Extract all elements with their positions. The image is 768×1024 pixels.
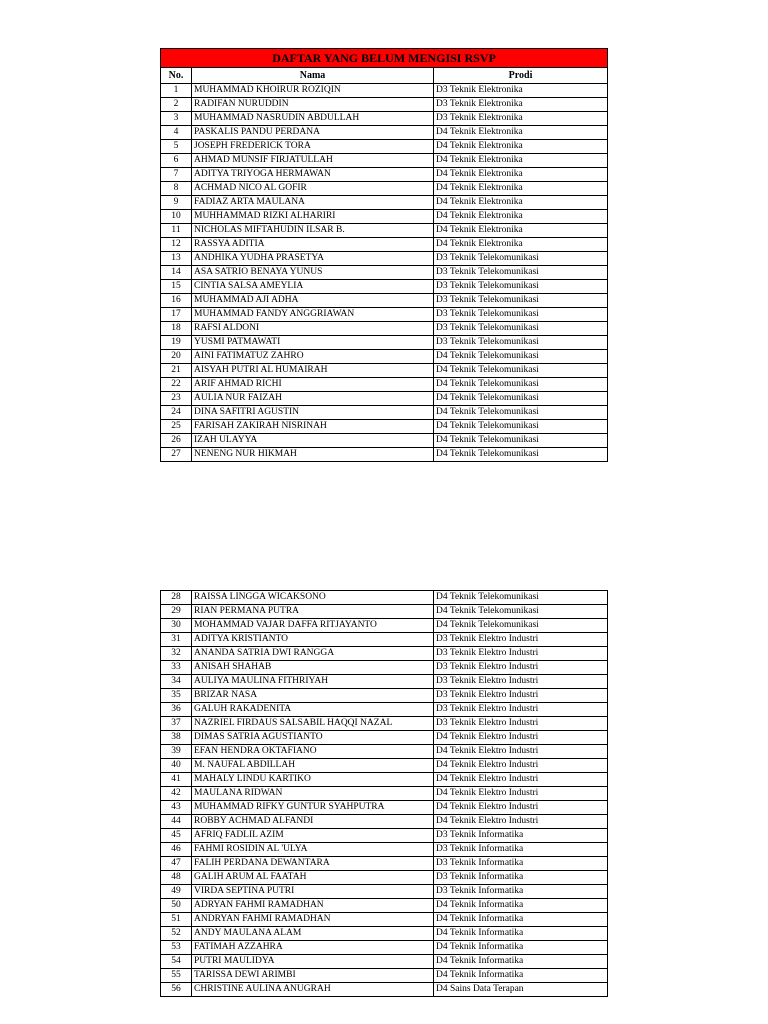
- cell-nama: GALIH ARUM AL FAATAH: [192, 871, 434, 885]
- cell-nama: DIMAS SATRIA AGUSTIANTO: [192, 731, 434, 745]
- cell-no: 3: [161, 112, 192, 126]
- cell-prodi: D4 Teknik Elektro Industri: [434, 815, 608, 829]
- cell-nama: EFAN HENDRA OKTAFIANO: [192, 745, 434, 759]
- cell-no: 5: [161, 140, 192, 154]
- cell-nama: JOSEPH FREDERICK TORA: [192, 140, 434, 154]
- cell-prodi: D3 Teknik Elektro Industri: [434, 647, 608, 661]
- table-row: [161, 591, 608, 605]
- cell-prodi: D4 Teknik Telekomunikasi: [434, 619, 608, 633]
- table-row: [161, 703, 608, 717]
- cell-nama: MOHAMMAD VAJAR DAFFA RITJAYANTO: [192, 619, 434, 633]
- table-row: [161, 448, 608, 462]
- cell-nama: ADRYAN FAHMI RAMADHAN: [192, 899, 434, 913]
- cell-nama: RIAN PERMANA PUTRA: [192, 605, 434, 619]
- cell-nama: ACHMAD NICO AL GOFIR: [192, 182, 434, 196]
- table-row: [161, 731, 608, 745]
- table-row: [161, 633, 608, 647]
- table-body-page-1: [161, 84, 608, 462]
- rsvp-table-page-1: [160, 48, 608, 462]
- table-row: [161, 675, 608, 689]
- cell-no: 48: [161, 871, 192, 885]
- cell-nama: ANANDA SATRIA DWI RANGGA: [192, 647, 434, 661]
- cell-no: 53: [161, 941, 192, 955]
- cell-nama: DINA SAFITRI AGUSTIN: [192, 406, 434, 420]
- cell-nama: MUHAMMAD NASRUDIN ABDULLAH: [192, 112, 434, 126]
- cell-nama: AISYAH PUTRI AL HUMAIRAH: [192, 364, 434, 378]
- cell-nama: FAHMI ROSIDIN AL 'ULYA: [192, 843, 434, 857]
- cell-no: 49: [161, 885, 192, 899]
- column-header-nama: Nama: [192, 68, 434, 84]
- table-row: [161, 801, 608, 815]
- cell-nama: GALUH RAKADENITA: [192, 703, 434, 717]
- table-row: [161, 717, 608, 731]
- table-row: [161, 647, 608, 661]
- column-header-no: No.: [161, 68, 192, 84]
- cell-prodi: D3 Teknik Elektro Industri: [434, 717, 608, 731]
- cell-nama: MUHAMMAD RIFKY GUNTUR SYAHPUTRA: [192, 801, 434, 815]
- cell-nama: AULIA NUR FAIZAH: [192, 392, 434, 406]
- cell-no: 45: [161, 829, 192, 843]
- cell-nama: ASA SATRIO BENAYA YUNUS: [192, 266, 434, 280]
- cell-prodi: D4 Teknik Informatika: [434, 969, 608, 983]
- cell-nama: M. NAUFAL ABDILLAH: [192, 759, 434, 773]
- cell-no: 20: [161, 350, 192, 364]
- cell-no: 12: [161, 238, 192, 252]
- cell-no: 35: [161, 689, 192, 703]
- cell-no: 36: [161, 703, 192, 717]
- cell-nama: MUHAMMAD FANDY ANGGRIAWAN: [192, 308, 434, 322]
- header-row: [161, 68, 608, 84]
- cell-nama: NAZRIEL FIRDAUS SALSABIL HAQQI NAZAL: [192, 717, 434, 731]
- table-row: [161, 112, 608, 126]
- cell-no: 18: [161, 322, 192, 336]
- cell-no: 7: [161, 168, 192, 182]
- cell-prodi: D3 Teknik Elektronika: [434, 84, 608, 98]
- cell-nama: FALIH PERDANA DEWANTARA: [192, 857, 434, 871]
- cell-no: 52: [161, 927, 192, 941]
- cell-prodi: D4 Teknik Telekomunikasi: [434, 406, 608, 420]
- cell-prodi: D4 Teknik Elektro Industri: [434, 759, 608, 773]
- table-body-page-2: [161, 591, 608, 997]
- cell-nama: FATIMAH AZZAHRA: [192, 941, 434, 955]
- cell-nama: RASSYA ADITIA: [192, 238, 434, 252]
- cell-no: 9: [161, 196, 192, 210]
- table-row: [161, 689, 608, 703]
- cell-prodi: D3 Teknik Telekomunikasi: [434, 280, 608, 294]
- cell-no: 16: [161, 294, 192, 308]
- cell-prodi: D3 Teknik Telekomunikasi: [434, 252, 608, 266]
- cell-prodi: D4 Teknik Elektronika: [434, 182, 608, 196]
- cell-nama: ANDHIKA YUDHA PRASETYA: [192, 252, 434, 266]
- table-row: [161, 238, 608, 252]
- cell-prodi: D4 Teknik Informatika: [434, 913, 608, 927]
- cell-nama: IZAH ULAYYA: [192, 434, 434, 448]
- cell-no: 38: [161, 731, 192, 745]
- table-row: [161, 885, 608, 899]
- cell-no: 14: [161, 266, 192, 280]
- rsvp-table-page-2: [160, 590, 608, 997]
- cell-prodi: D4 Teknik Elektro Industri: [434, 773, 608, 787]
- cell-prodi: D4 Teknik Telekomunikasi: [434, 420, 608, 434]
- cell-prodi: D4 Teknik Elektro Industri: [434, 745, 608, 759]
- cell-prodi: D3 Teknik Informatika: [434, 829, 608, 843]
- cell-prodi: D3 Teknik Elektro Industri: [434, 661, 608, 675]
- table-row: [161, 406, 608, 420]
- cell-prodi: D4 Teknik Telekomunikasi: [434, 378, 608, 392]
- cell-nama: ANDRYAN FAHMI RAMADHAN: [192, 913, 434, 927]
- cell-prodi: D3 Teknik Telekomunikasi: [434, 266, 608, 280]
- cell-prodi: D4 Teknik Elektronika: [434, 126, 608, 140]
- table-row: [161, 252, 608, 266]
- cell-no: 32: [161, 647, 192, 661]
- cell-no: 28: [161, 591, 192, 605]
- cell-no: 34: [161, 675, 192, 689]
- table-row: [161, 605, 608, 619]
- cell-nama: MUHAMMAD AJI ADHA: [192, 294, 434, 308]
- cell-nama: FADIAZ ARTA MAULANA: [192, 196, 434, 210]
- cell-prodi: D3 Teknik Elektronika: [434, 98, 608, 112]
- table-row: [161, 941, 608, 955]
- cell-prodi: D4 Teknik Elektronika: [434, 196, 608, 210]
- cell-no: 46: [161, 843, 192, 857]
- cell-prodi: D4 Teknik Elektronika: [434, 154, 608, 168]
- table-row: [161, 815, 608, 829]
- cell-no: 54: [161, 955, 192, 969]
- cell-prodi: D3 Teknik Informatika: [434, 843, 608, 857]
- cell-no: 37: [161, 717, 192, 731]
- table-row: [161, 773, 608, 787]
- cell-nama: NICHOLAS MIFTAHUDIN ILSAR B.: [192, 224, 434, 238]
- table-row: [161, 787, 608, 801]
- cell-no: 50: [161, 899, 192, 913]
- cell-prodi: D4 Teknik Elektro Industri: [434, 787, 608, 801]
- table-row: [161, 126, 608, 140]
- cell-no: 55: [161, 969, 192, 983]
- cell-nama: ANDY MAULANA ALAM: [192, 927, 434, 941]
- table-row: [161, 392, 608, 406]
- cell-nama: RAFSI ALDONI: [192, 322, 434, 336]
- cell-prodi: D3 Teknik Telekomunikasi: [434, 336, 608, 350]
- table-row: [161, 843, 608, 857]
- table-row: [161, 857, 608, 871]
- cell-no: 6: [161, 154, 192, 168]
- cell-nama: RAISSA LINGGA WICAKSONO: [192, 591, 434, 605]
- cell-prodi: D3 Teknik Telekomunikasi: [434, 308, 608, 322]
- cell-no: 11: [161, 224, 192, 238]
- cell-prodi: D4 Teknik Telekomunikasi: [434, 591, 608, 605]
- table-row: [161, 983, 608, 997]
- cell-prodi: D3 Teknik Telekomunikasi: [434, 322, 608, 336]
- column-header-prodi: Prodi: [434, 68, 608, 84]
- cell-nama: MUHAMMAD KHOIRUR ROZIQIN: [192, 84, 434, 98]
- table-row: [161, 210, 608, 224]
- table-row: [161, 434, 608, 448]
- cell-no: 24: [161, 406, 192, 420]
- cell-prodi: D4 Teknik Telekomunikasi: [434, 392, 608, 406]
- cell-prodi: D4 Teknik Elektronika: [434, 210, 608, 224]
- cell-prodi: D4 Teknik Telekomunikasi: [434, 434, 608, 448]
- table-row: [161, 759, 608, 773]
- cell-no: 33: [161, 661, 192, 675]
- cell-nama: AFRIQ FADLIL AZIM: [192, 829, 434, 843]
- cell-nama: CHRISTINE AULINA ANUGRAH: [192, 983, 434, 997]
- table-row: [161, 927, 608, 941]
- cell-no: 40: [161, 759, 192, 773]
- cell-prodi: D3 Teknik Elektro Industri: [434, 633, 608, 647]
- cell-no: 29: [161, 605, 192, 619]
- cell-prodi: D3 Teknik Informatika: [434, 857, 608, 871]
- cell-no: 15: [161, 280, 192, 294]
- cell-prodi: D3 Teknik Informatika: [434, 871, 608, 885]
- cell-no: 47: [161, 857, 192, 871]
- cell-prodi: D3 Teknik Informatika: [434, 885, 608, 899]
- cell-no: 21: [161, 364, 192, 378]
- cell-nama: ADITYA KRISTIANTO: [192, 633, 434, 647]
- table-row: [161, 899, 608, 913]
- cell-prodi: D4 Sains Data Terapan: [434, 983, 608, 997]
- cell-nama: ANISAH SHAHAB: [192, 661, 434, 675]
- table-row: [161, 955, 608, 969]
- cell-prodi: D4 Teknik Informatika: [434, 955, 608, 969]
- cell-prodi: D3 Teknik Elektro Industri: [434, 703, 608, 717]
- cell-prodi: D4 Teknik Telekomunikasi: [434, 605, 608, 619]
- cell-nama: AHMAD MUNSIF FIRJATULLAH: [192, 154, 434, 168]
- cell-no: 2: [161, 98, 192, 112]
- cell-no: 23: [161, 392, 192, 406]
- cell-no: 13: [161, 252, 192, 266]
- cell-prodi: D4 Teknik Elektro Industri: [434, 731, 608, 745]
- cell-nama: VIRDA SEPTINA PUTRI: [192, 885, 434, 899]
- cell-nama: YUSMI PATMAWATI: [192, 336, 434, 350]
- table-row: [161, 280, 608, 294]
- table-row: [161, 84, 608, 98]
- table-row: [161, 154, 608, 168]
- cell-nama: ADITYA TRIYOGA HERMAWAN: [192, 168, 434, 182]
- table-row: [161, 182, 608, 196]
- table-row: [161, 913, 608, 927]
- cell-prodi: D4 Teknik Telekomunikasi: [434, 364, 608, 378]
- cell-prodi: D4 Teknik Elektronika: [434, 224, 608, 238]
- cell-no: 26: [161, 434, 192, 448]
- table-row: [161, 336, 608, 350]
- cell-no: 22: [161, 378, 192, 392]
- table-row: [161, 294, 608, 308]
- cell-prodi: D4 Teknik Elektronika: [434, 238, 608, 252]
- cell-nama: AULIYA MAULINA FITHRIYAH: [192, 675, 434, 689]
- cell-prodi: D4 Teknik Informatika: [434, 899, 608, 913]
- cell-no: 42: [161, 787, 192, 801]
- cell-nama: ARIF AHMAD RICHI: [192, 378, 434, 392]
- title-row: [161, 49, 608, 68]
- cell-no: 51: [161, 913, 192, 927]
- cell-prodi: D4 Teknik Informatika: [434, 941, 608, 955]
- cell-no: 1: [161, 84, 192, 98]
- cell-prodi: D4 Teknik Elektronika: [434, 168, 608, 182]
- cell-prodi: D3 Teknik Elektro Industri: [434, 675, 608, 689]
- table-row: [161, 619, 608, 633]
- cell-nama: CINTIA SALSA AMEYLIA: [192, 280, 434, 294]
- cell-no: 4: [161, 126, 192, 140]
- cell-nama: RADIFAN NURUDDIN: [192, 98, 434, 112]
- cell-prodi: D3 Teknik Elektronika: [434, 112, 608, 126]
- table-row: [161, 168, 608, 182]
- table-row: [161, 196, 608, 210]
- cell-prodi: D3 Teknik Elektro Industri: [434, 689, 608, 703]
- table-row: [161, 364, 608, 378]
- table-row: [161, 322, 608, 336]
- cell-no: 17: [161, 308, 192, 322]
- table-row: [161, 266, 608, 280]
- table-row: [161, 378, 608, 392]
- cell-nama: AINI FATIMATUZ ZAHRO: [192, 350, 434, 364]
- table-row: [161, 224, 608, 238]
- cell-nama: ROBBY ACHMAD ALFANDI: [192, 815, 434, 829]
- cell-no: 44: [161, 815, 192, 829]
- cell-prodi: D4 Teknik Elektronika: [434, 140, 608, 154]
- cell-nama: MAULANA RIDWAN: [192, 787, 434, 801]
- cell-no: 8: [161, 182, 192, 196]
- table-row: [161, 829, 608, 843]
- cell-no: 10: [161, 210, 192, 224]
- table-title: DAFTAR YANG BELUM MENGISI RSVP: [161, 49, 608, 68]
- table-row: [161, 140, 608, 154]
- cell-no: 25: [161, 420, 192, 434]
- cell-no: 27: [161, 448, 192, 462]
- cell-nama: NENENG NUR HIKMAH: [192, 448, 434, 462]
- cell-nama: PUTRI MAULIDYA: [192, 955, 434, 969]
- table-row: [161, 308, 608, 322]
- table-row: [161, 420, 608, 434]
- cell-nama: TARISSA DEWI ARIMBI: [192, 969, 434, 983]
- cell-no: 39: [161, 745, 192, 759]
- table-row: [161, 969, 608, 983]
- cell-nama: FARISAH ZAKIRAH NISRINAH: [192, 420, 434, 434]
- cell-nama: PASKALIS PANDU PERDANA: [192, 126, 434, 140]
- cell-nama: BRIZAR NASA: [192, 689, 434, 703]
- table-row: [161, 350, 608, 364]
- cell-no: 56: [161, 983, 192, 997]
- table-row: [161, 661, 608, 675]
- cell-no: 31: [161, 633, 192, 647]
- table-row: [161, 98, 608, 112]
- cell-nama: MUHHAMMAD RIZKI ALHARIRI: [192, 210, 434, 224]
- table-row: [161, 871, 608, 885]
- cell-prodi: D3 Teknik Telekomunikasi: [434, 294, 608, 308]
- cell-prodi: D4 Teknik Telekomunikasi: [434, 350, 608, 364]
- cell-prodi: D4 Teknik Informatika: [434, 927, 608, 941]
- cell-no: 43: [161, 801, 192, 815]
- cell-no: 19: [161, 336, 192, 350]
- cell-no: 41: [161, 773, 192, 787]
- cell-nama: MAHALY LINDU KARTIKO: [192, 773, 434, 787]
- cell-no: 30: [161, 619, 192, 633]
- cell-prodi: D4 Teknik Telekomunikasi: [434, 448, 608, 462]
- cell-prodi: D4 Teknik Elektro Industri: [434, 801, 608, 815]
- table-row: [161, 745, 608, 759]
